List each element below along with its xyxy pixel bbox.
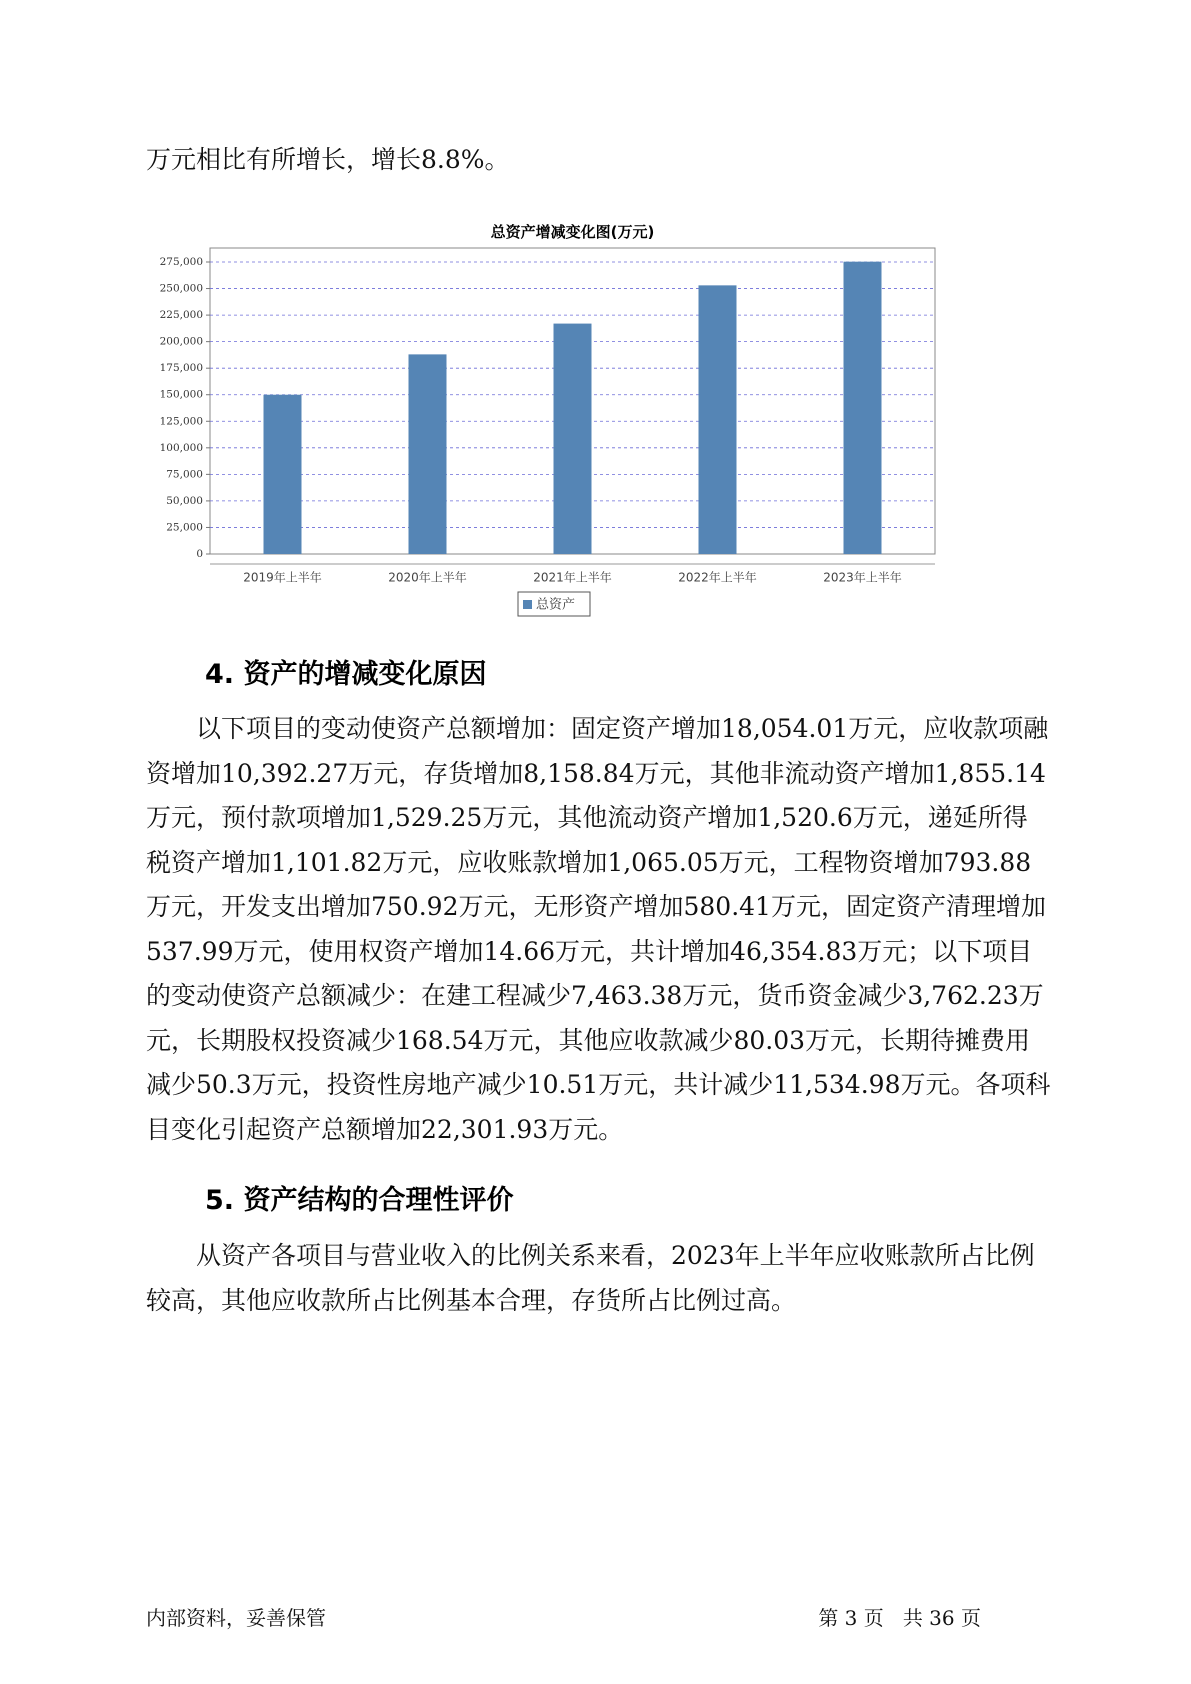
y-tick-label: 200,000 [159, 335, 203, 348]
chart-title: 总资产增减变化图(万元) [490, 223, 655, 242]
section5-body: 从资产各项目与营业收入的比例关系来看，2023年上半年应收账款所占比例较高，其他应收款所占比例基本合理，存货所占比例过高。 [146, 1241, 1035, 1315]
legend-label: 总资产 [536, 597, 576, 613]
x-tick-label: 2019年上半年 [243, 570, 322, 585]
y-tick-label: 225,000 [159, 309, 203, 322]
y-tick-label: 175,000 [159, 362, 203, 375]
footer-confidential: 内部资料，妥善保管 [146, 1606, 326, 1630]
y-tick-label: 50,000 [166, 494, 203, 507]
section4-body: 以下项目的变动使资产总额增加：固定资产增加18,054.01万元，应收款项融资增加10,392.27万元，存货增加8,158.84万元，其他非流动资产增加1,855.14万元，预付款项增加1,529.25万元，其他流动资产增加1,520.6万元，递延所得税资产增加1,101.82万元，应收账款增加1,065.05万元，工程物资增加793.88万元，开发支出增加750.92万元，无形资产增加580.41万元，固定资产清理增加537.99万元，使用权资产增加14.66万元，共计增加46,354.83万元；以下项目的变动使资产总额减少：在建工程减少7,463.38万元，货币资金减少3,762.23万元，长期股权投资减少168.54万元，其他应收款减少80.03万元，长期待摊费用减少50.3万元，投资性房地产减少10.51万元，共计减少11,534.98万元。各项科目变化引起资产总额增加22,301.93万元。 [146, 714, 1051, 1144]
bar-3 [554, 324, 592, 554]
bar-1 [264, 395, 302, 554]
y-tick-label: 100,000 [159, 441, 203, 454]
legend-swatch [523, 600, 532, 609]
x-tick-label: 2023年上半年 [823, 570, 902, 585]
intro-line: 万元相比有所增长，增长8.8%。 [146, 145, 510, 174]
x-tick-label: 2020年上半年 [388, 570, 467, 585]
chart-canvas [150, 220, 1020, 680]
y-tick-label: 75,000 [166, 468, 203, 481]
section4-heading: 4. 资产的增减变化原因 [205, 659, 487, 690]
y-tick-label: 0 [196, 548, 203, 560]
y-tick-label: 125,000 [159, 415, 203, 428]
bar-2 [409, 354, 447, 554]
y-tick-label: 275,000 [159, 256, 203, 268]
footer-page-number: 第 3 页 共 36 页 [818, 1606, 981, 1630]
bar-4 [699, 285, 737, 554]
section5-heading: 5. 资产结构的合理性评价 [205, 1185, 514, 1216]
total-assets-chart [150, 220, 1020, 680]
y-tick-label: 25,000 [166, 521, 203, 534]
bar-5 [844, 262, 882, 554]
x-tick-label: 2021年上半年 [533, 570, 612, 585]
x-tick-label: 2022年上半年 [678, 570, 757, 585]
y-tick-label: 150,000 [159, 388, 203, 401]
y-tick-label: 250,000 [159, 282, 203, 295]
